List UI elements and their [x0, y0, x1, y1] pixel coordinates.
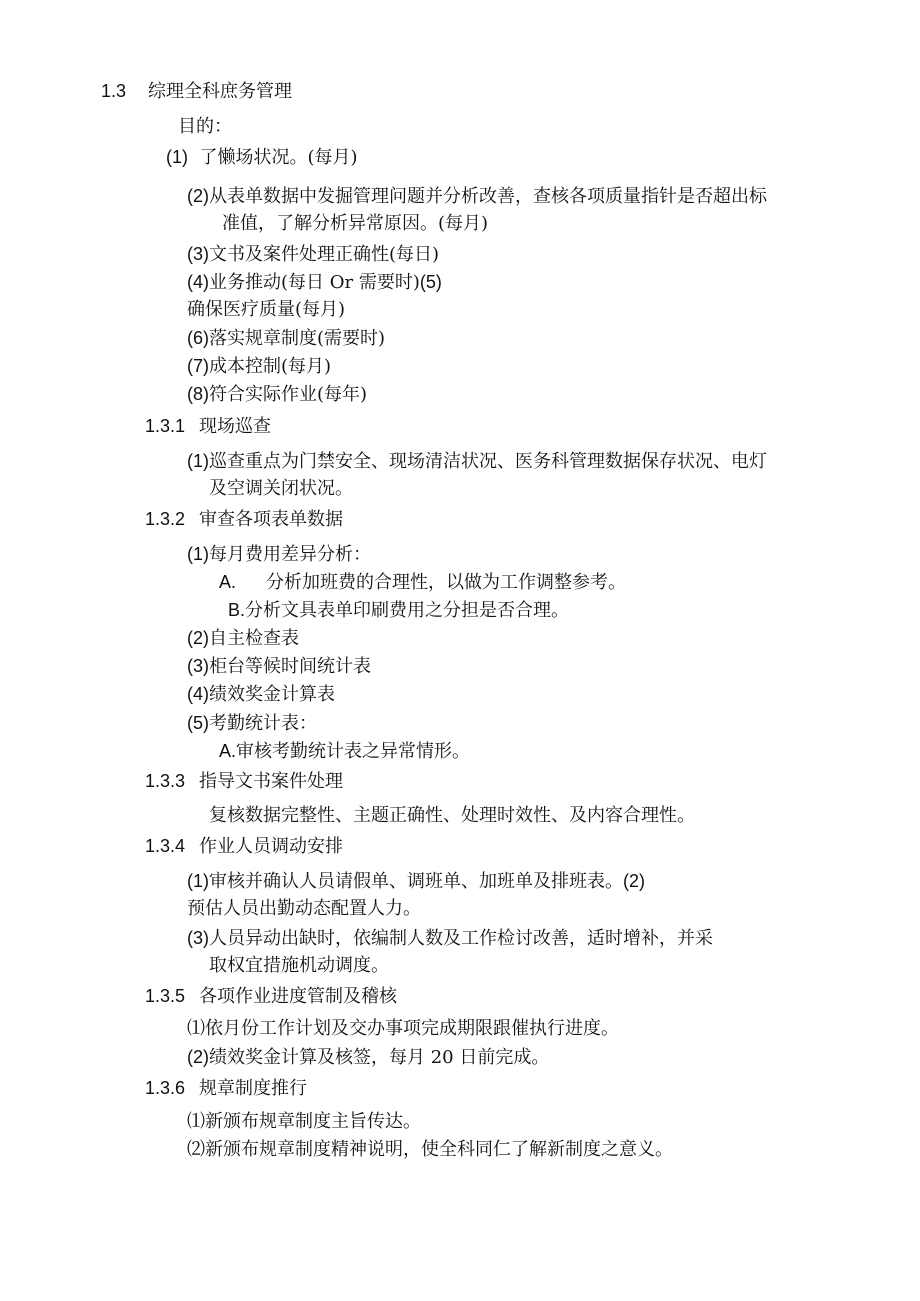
subsection-number: 1.3.2 — [145, 509, 186, 529]
sub4-line-1 — [187, 870, 645, 893]
subsection-number: 1.3.5 — [145, 986, 186, 1006]
subsection-number: 1.3.6 — [145, 1078, 186, 1098]
item-number: (1) — [166, 147, 188, 167]
sub1-line-2: 及空调关闭状况。 — [209, 478, 353, 499]
subsection-title: 各项作业进度管制及稽核 — [199, 986, 398, 1007]
item-text: 巡查重点为门禁安全、现场清洁状况、医务科管理数据保存状况、电灯 — [209, 451, 767, 472]
purpose-item-3 — [187, 243, 439, 266]
item-text: 新颁布规章制度主旨传达。 — [205, 1111, 421, 1132]
section-title: 综理全科庶务管理 — [148, 81, 293, 102]
item-text: 自主检查表 — [209, 628, 299, 649]
item-text: 绩效奖金计算表 — [209, 684, 335, 705]
item-text: 落实规章制度(需要时) — [209, 328, 386, 349]
sub6-line-2 — [187, 1139, 673, 1161]
item-text: 柜台等候时间统计表 — [209, 656, 371, 677]
item-text: 审核考勤统计表之异常情形。 — [236, 741, 471, 762]
purpose-item-1 — [166, 146, 358, 169]
sub6-line-1 — [187, 1111, 421, 1133]
item-number: (1) — [187, 871, 209, 891]
item-text: 分析加班费的合理性，以做为工作调整参考。 — [266, 572, 627, 593]
sub2-line-8 — [219, 740, 470, 763]
item-text: 了懒场状况。(每月) — [199, 147, 358, 168]
item-text: 从表单数据中发掘管理问题并分析改善，查核各项质量指针是否超出标 — [209, 186, 767, 207]
sub2-line-3 — [228, 599, 569, 622]
item-number: (1) — [187, 451, 209, 471]
sub2-line-7 — [187, 712, 317, 735]
purpose-item-4 — [187, 271, 442, 294]
item-text: 每月费用差异分析： — [209, 544, 371, 565]
item-number: (8) — [187, 384, 209, 404]
item-number: ⑴ — [187, 1018, 205, 1039]
item-number: (1) — [187, 544, 209, 564]
subsection-heading-3 — [145, 770, 343, 793]
subsection-title: 现场巡查 — [199, 416, 272, 437]
item-number: (3) — [187, 244, 209, 264]
sub2-line-6 — [187, 683, 335, 706]
item-number: ⑵ — [187, 1139, 205, 1160]
subsection-heading-1 — [145, 415, 271, 438]
subsection-title: 作业人员调动安排 — [199, 836, 344, 857]
item-tail-number: (5) — [419, 272, 442, 292]
sub5-line-2 — [187, 1046, 549, 1069]
item-number: B. — [228, 600, 246, 620]
subsection-number: 1.3.1 — [145, 416, 186, 436]
item-number: (7) — [187, 356, 209, 376]
purpose-item-2-cont: 准值，了解分析异常原因。(每月) — [222, 213, 489, 234]
sub4-line-3 — [187, 927, 713, 950]
sub2-line-1 — [187, 543, 371, 566]
item-number: (3) — [187, 656, 209, 676]
item-number: ⑴ — [187, 1111, 205, 1132]
item-text: 绩效奖金计算及核签，每月 20 日前完成。 — [209, 1047, 550, 1068]
item-number: (2) — [187, 628, 209, 648]
item-tail-number: (2) — [623, 871, 645, 891]
item-number: (4) — [187, 684, 209, 704]
item-number: (2) — [187, 186, 209, 206]
item-number: (6) — [187, 328, 209, 348]
item-text: 新颁布规章制度精神说明，使全科同仁了解新制度之意义。 — [205, 1139, 673, 1160]
sub3-line-1: 复核数据完整性、主题正确性、处理时效性、及内容合理性。 — [209, 805, 695, 826]
sub1-line-1 — [187, 450, 767, 473]
section-number: 1.3 — [101, 81, 127, 101]
subsection-heading-4 — [145, 835, 343, 858]
sub5-line-1 — [187, 1018, 619, 1040]
item-text: 成本控制(每月) — [209, 356, 332, 377]
sub2-line-4 — [187, 627, 299, 650]
item-number: A. — [219, 572, 237, 592]
item-number: (3) — [187, 928, 209, 948]
item-number: (5) — [187, 713, 209, 733]
subsection-number: 1.3.4 — [145, 836, 186, 856]
purpose-label: 目的： — [178, 116, 232, 137]
purpose-item-7 — [187, 355, 331, 378]
item-text: 文书及案件处理正确性(每日) — [209, 244, 440, 265]
subsection-heading-2 — [145, 508, 343, 531]
item-text: 分析文具表单印刷费用之分担是否合理。 — [245, 600, 570, 621]
item-text: 符合实际作业(每年) — [209, 384, 368, 405]
section-heading — [101, 80, 292, 103]
item-number: (4) — [187, 272, 209, 292]
subsection-number: 1.3.3 — [145, 771, 186, 791]
subsection-title: 指导文书案件处理 — [199, 771, 344, 792]
item-text: 人员异动出缺时，依编制人数及工作检讨改善，适时增补，并采 — [209, 928, 713, 949]
sub4-line-4: 取权宜措施机动调度。 — [209, 955, 389, 976]
sub2-line-5 — [187, 655, 371, 678]
subsection-title: 审查各项表单数据 — [199, 509, 344, 530]
item-text: 考勤统计表： — [209, 713, 317, 734]
item-number: (2) — [187, 1047, 209, 1067]
purpose-item-2 — [187, 185, 767, 208]
purpose-item-5: 确保医疗质量(每月) — [187, 299, 346, 320]
item-text: 业务推动(每日 Or 需要时) — [209, 272, 420, 293]
subsection-heading-5 — [145, 985, 397, 1008]
item-number: A. — [219, 741, 237, 761]
subsection-heading-6 — [145, 1077, 307, 1100]
sub2-line-2 — [219, 571, 626, 594]
sub4-line-2: 预估人员出勤动态配置人力。 — [187, 898, 421, 919]
purpose-item-8 — [187, 383, 367, 406]
subsection-title: 规章制度推行 — [199, 1078, 308, 1099]
item-text: 依月份工作计划及交办事项完成期限跟催执行进度。 — [205, 1018, 619, 1039]
purpose-item-6 — [187, 327, 385, 350]
item-text: 审核并确认人员请假单、调班单、加班单及排班表。 — [209, 871, 623, 892]
